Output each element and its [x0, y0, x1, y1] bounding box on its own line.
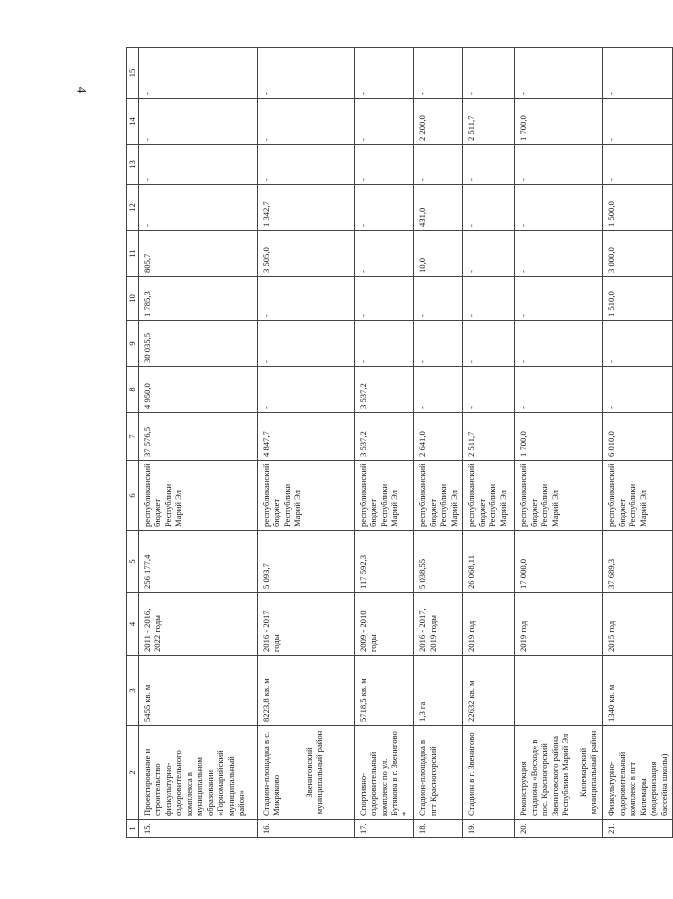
page-number: 4 — [74, 86, 90, 94]
object-name-text: Проектирование и строительство физкультурно-оздоровительного комплекса в муниципальном образовании «Горномарийский муниципальный район» — [142, 748, 247, 816]
amount-cell: - — [463, 231, 515, 277]
amount-cell: - — [257, 48, 354, 99]
amount-cell: - — [354, 277, 413, 321]
amount-cell: - — [515, 277, 603, 321]
amount-cell: 1 510,0 — [603, 277, 673, 321]
object-name-text: Стадион-площадка в пгт Красногорский — [417, 739, 438, 816]
period-cell: 2009 - 2010 годы — [354, 593, 413, 656]
amount-cell: - — [603, 367, 673, 413]
object-name — [139, 726, 258, 820]
funding-source-cell: республиканский бюджет Республики Марий Эл — [257, 461, 354, 531]
column-header: 5 — [127, 531, 139, 593]
amount-cell: - — [515, 321, 603, 367]
amount-cell: 3 000,0 — [603, 231, 673, 277]
amount-cell: - — [515, 48, 603, 99]
column-header: 7 — [127, 413, 139, 461]
table-row — [603, 48, 673, 838]
amount-cell: 431,0 — [414, 185, 463, 231]
column-header: 13 — [127, 145, 139, 185]
object-name-text: Стадион в г. Звенигово — [466, 732, 477, 816]
amount-cell: - — [515, 185, 603, 231]
column-header: 3 — [127, 656, 139, 726]
row-number: 21. — [603, 820, 673, 838]
amount-cell: 2 511,7 — [463, 99, 515, 145]
column-header: 14 — [127, 99, 139, 145]
amount-cell: - — [515, 367, 603, 413]
capacity-cell: 1,3 га — [414, 656, 463, 726]
column-number-row — [127, 48, 139, 838]
column-header: 4 — [127, 593, 139, 656]
amount-cell: 805,7 — [139, 231, 258, 277]
amount-cell: 37 576,5 — [139, 413, 258, 461]
amount-cell: 10,0 — [414, 231, 463, 277]
district-subheading: Килемарский муниципальный район — [577, 730, 599, 815]
table-row — [257, 48, 354, 838]
amount-cell: - — [463, 145, 515, 185]
row-number: 18. — [414, 820, 463, 838]
amount-cell: - — [354, 99, 413, 145]
amount-cell: - — [603, 321, 673, 367]
cost-cell: 256 177,4 — [139, 531, 258, 593]
amount-cell: - — [354, 145, 413, 185]
period-cell: 2015 год — [603, 593, 673, 656]
row-number: 20. — [515, 820, 603, 838]
amount-cell: - — [463, 48, 515, 99]
cost-cell: 117 592,3 — [354, 531, 413, 593]
amount-cell: - — [139, 185, 258, 231]
amount-cell: - — [257, 321, 354, 367]
amount-cell: - — [354, 321, 413, 367]
amount-cell: - — [463, 367, 515, 413]
object-name-text: Физкультурно-оздоровительный комплекс в пгт Килемары (модернизация бассейна школы) — [606, 751, 669, 816]
amount-cell: 1 342,7 — [257, 185, 354, 231]
object-name — [603, 726, 673, 820]
amount-cell: - — [603, 145, 673, 185]
object-name-text: Спортивно-оздоровительный комплекс по ул. Бутякова в г. Звенигово * — [357, 731, 410, 816]
capacity-cell: 5455 кв. м — [139, 656, 258, 726]
column-header: 9 — [127, 321, 139, 367]
amount-cell: - — [515, 231, 603, 277]
object-name — [414, 726, 463, 820]
capacity-cell: 1340 кв. м — [603, 656, 673, 726]
amount-cell: - — [257, 145, 354, 185]
amount-cell: - — [463, 185, 515, 231]
amount-cell: - — [139, 48, 258, 99]
column-header: 1 — [127, 820, 139, 838]
period-cell: 2019 год — [463, 593, 515, 656]
amount-cell: - — [414, 321, 463, 367]
amount-cell: 3 537,2 — [354, 413, 413, 461]
investment-table — [126, 47, 673, 838]
amount-cell: - — [354, 48, 413, 99]
amount-cell: - — [414, 367, 463, 413]
amount-cell: - — [414, 277, 463, 321]
period-cell: 2016 - 2017 годы — [257, 593, 354, 656]
table-row — [414, 48, 463, 838]
amount-cell: 3 537,2 — [354, 367, 413, 413]
funding-source-cell: республиканский бюджет Республики Марий Эл — [603, 461, 673, 531]
amount-cell: 2 200,0 — [414, 99, 463, 145]
district-subheading: Звениговский муниципальный район — [303, 730, 325, 815]
cost-cell: 17 000,0 — [515, 531, 603, 593]
object-name-text: Стадион-площадка в с. Микряково — [260, 731, 282, 816]
cost-cell: 5 093,7 — [257, 531, 354, 593]
funding-source-cell: республиканский бюджет Республики Марий Эл — [354, 461, 413, 531]
column-header: 11 — [127, 231, 139, 277]
amount-cell: - — [257, 367, 354, 413]
row-number: 15. — [139, 820, 258, 838]
amount-cell: 1 700,0 — [515, 413, 603, 461]
rotated-table-sheet — [126, 48, 669, 838]
amount-cell: - — [257, 99, 354, 145]
column-header: 8 — [127, 367, 139, 413]
period-cell: 2016 - 2017, 2019 годы — [414, 593, 463, 656]
row-number: 17. — [354, 820, 413, 838]
object-name — [515, 726, 603, 820]
capacity-cell: 8223,8 кв. м — [257, 656, 354, 726]
table-row — [139, 48, 258, 838]
period-cell: 2011 - 2016, 2022 годы — [139, 593, 258, 656]
amount-cell: - — [515, 145, 603, 185]
column-header: 10 — [127, 277, 139, 321]
amount-cell: 1 500,0 — [603, 185, 673, 231]
amount-cell: - — [463, 277, 515, 321]
capacity-cell — [515, 656, 603, 726]
column-header: 6 — [127, 461, 139, 531]
amount-cell: - — [257, 277, 354, 321]
amount-cell: - — [603, 48, 673, 99]
amount-cell: - — [139, 99, 258, 145]
amount-cell: - — [463, 321, 515, 367]
capacity-cell: 22632 кв. м — [463, 656, 515, 726]
funding-source-cell: республиканский бюджет Республики Марий Эл — [463, 461, 515, 531]
table-row — [515, 48, 603, 838]
table-row — [463, 48, 515, 838]
amount-cell: - — [603, 99, 673, 145]
table-row — [354, 48, 413, 838]
amount-cell: - — [414, 145, 463, 185]
object-name — [463, 726, 515, 820]
column-header: 12 — [127, 185, 139, 231]
amount-cell: 1 700,0 — [515, 99, 603, 145]
object-name — [257, 726, 354, 820]
amount-cell: - — [354, 185, 413, 231]
column-header: 2 — [127, 726, 139, 820]
column-header: 15 — [127, 48, 139, 99]
object-name — [354, 726, 413, 820]
amount-cell: - — [354, 231, 413, 277]
amount-cell: 2 511,7 — [463, 413, 515, 461]
amount-cell: 6 010,0 — [603, 413, 673, 461]
amount-cell: 4 847,7 — [257, 413, 354, 461]
capacity-cell: 5718,5 кв. м — [354, 656, 413, 726]
cost-cell: 5 038,55 — [414, 531, 463, 593]
cost-cell: 37 689,3 — [603, 531, 673, 593]
object-name-text: Реконструкция стадиона «Восход» в пос. Красногорский Звениговского района Республики Марий Эл — [518, 733, 571, 816]
amount-cell: 30 035,5 — [139, 321, 258, 367]
period-cell: 2019 год — [515, 593, 603, 656]
row-number: 19. — [463, 820, 515, 838]
amount-cell: 2 641,0 — [414, 413, 463, 461]
cost-cell: 26 068,11 — [463, 531, 515, 593]
funding-source-cell: республиканский бюджет Республики Марий Эл — [139, 461, 258, 531]
amount-cell: 4 950,0 — [139, 367, 258, 413]
amount-cell: 1 785,3 — [139, 277, 258, 321]
amount-cell: - — [139, 145, 258, 185]
funding-source-cell: республиканский бюджет Республики Марий Эл — [515, 461, 603, 531]
amount-cell: 3 505,0 — [257, 231, 354, 277]
funding-source-cell: республиканский бюджет Республики Марий Эл — [414, 461, 463, 531]
row-number: 16. — [257, 820, 354, 838]
amount-cell: - — [414, 48, 463, 99]
